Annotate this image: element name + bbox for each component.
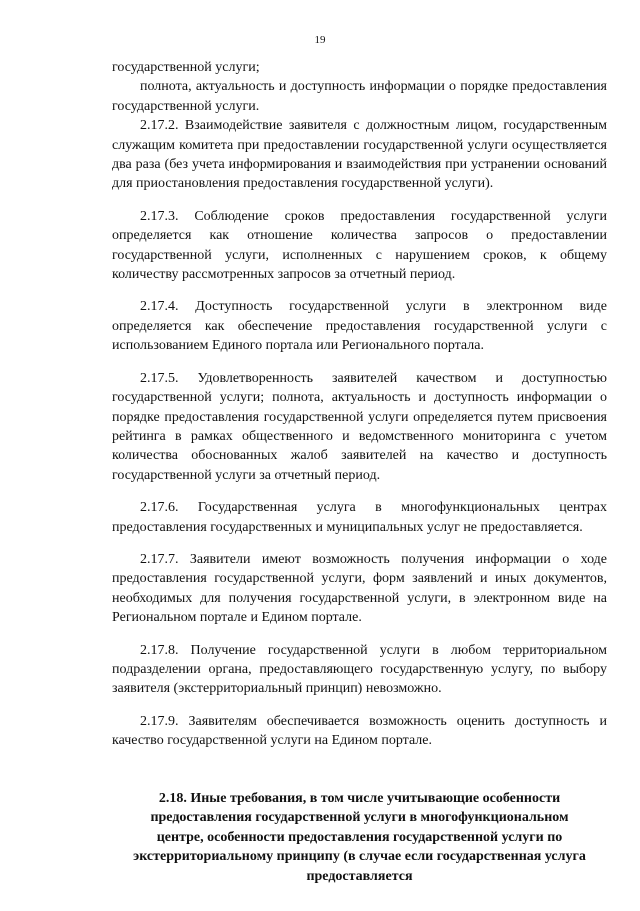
section-heading-2-18: 2.18. Иные требования, в том числе учитывающие особенности предоставления государственной услуги в многофункциональном центре, особенности предоставления государственной услуги по экстерриториальному принципу (в случае если государственная услуга предоставляется [133,790,586,884]
paragraph-continuation: государственной услуги; [112,60,260,75]
paragraph-2-17-8: 2.17.8. Получение государственной услуги в любом территориальном подразделении органа, предоставляющего государственную услугу, по выбору заявителя (экстерриториальный принцип) невозможно. [112,642,607,697]
paragraph-list-item: полнота, актуальность и доступность информации о порядке предоставления государственной услуги. [112,79,607,114]
paragraph-2-17-7: 2.17.7. Заявители имеют возможность получения информации о ходе предоставления государственной услуги, форм заявлений и иных документов, необходимых для получения государственной услуги, в электронном виде на Региональном портале и Едином портале. [112,551,607,626]
document-body [112,58,607,887]
paragraph-2-17-3: 2.17.3. Соблюдение сроков предоставления государственной услуги определяется как отношение количества запросов о предоставлении государственной услуги, исполненных с нарушением сроков, к общему количеству рассмотренных запросов за отчетный период. [112,208,607,283]
paragraph-2-17-5: 2.17.5. Удовлетворенность заявителей качеством и доступностью государственной услуги; полнота, актуальность и доступность информации о порядке предоставления государственной услуги определяется путем присвоения рейтинга в рамках общественного и ведомственного мониторинга с учетом количества обоснованных жалоб заявителей на качество и доступность государственной услуги за отчетный период. [112,370,607,483]
paragraph-2-17-4: 2.17.4. Доступность государственной услуги в электронном виде определяется как обеспечение предоставления государственной услуги с использованием Единого портала или Регионального портала. [112,299,607,354]
paragraph-2-17-9: 2.17.9. Заявителям обеспечивается возможность оценить доступность и качество государственной услуги на Едином портале. [112,713,607,749]
paragraph-2-17-2: 2.17.2. Взаимодействие заявителя с должностным лицом, государственным служащим комитета при предоставлении государственной услуги осуществляется два раза (без учета информирования и взаимодействия при устранении оснований для приостановления предоставления государственной услуги). [112,118,607,192]
page-number: 19 [314,34,326,46]
paragraph-2-17-6: 2.17.6. Государственная услуга в многофункциональных центрах предоставления государственных и муниципальных услуг не предоставляется. [112,500,607,535]
